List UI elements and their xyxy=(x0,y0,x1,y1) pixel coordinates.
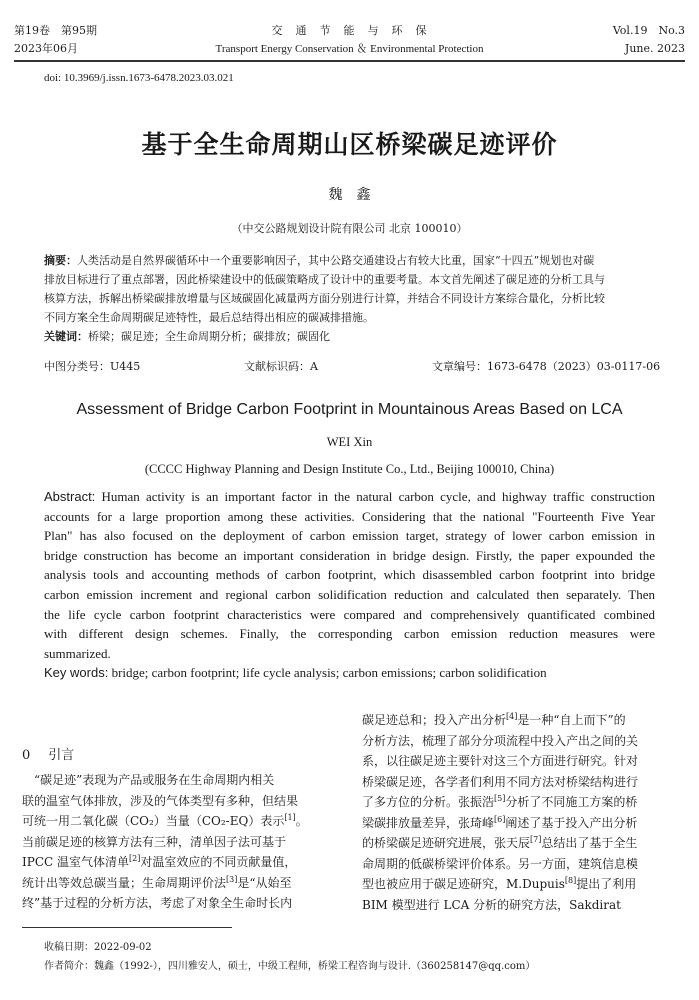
body-line: 可统一用二氧化碳（CO₂）当量（CO₂-EQ）表示[1]。 xyxy=(22,813,308,828)
keywords-en: bridge; carbon footprint; life cycle analysis; carbon emissions; carbon solidification xyxy=(108,665,547,681)
journal-name-en: Transport Energy Conservation ＆ Environmental Protection xyxy=(215,43,484,55)
doi: doi: 10.3969/j.issn.1673-6478.2023.03.021 xyxy=(44,72,234,84)
journal-volume: 第19卷 第95期 xyxy=(14,24,97,37)
abstract-en xyxy=(44,487,655,683)
author-cn: 魏 鑫 xyxy=(328,187,371,203)
body-line: 桥梁碳足迹，各学者们利用不同方法对桥梁结构进行 xyxy=(362,774,639,789)
abstract-en-line: carbon emission increment and regional carbon solidification reduction and calculated then separately. Then xyxy=(44,586,655,602)
abstract-cn xyxy=(44,251,656,346)
abstract-en-line: the life cycle carbon footprint characteristics were compared and comprehensively quantificated combined xyxy=(44,606,655,622)
affiliation-cn: （中交公路规划设计院有限公司 北京 100010） xyxy=(231,222,468,235)
body-line: 型也被应用于碳足迹研究，M.Dupuis[8]提出了利用 xyxy=(362,876,637,891)
journal-date: 2023年06月 xyxy=(14,42,78,55)
author-bio: 作者简介：魏鑫（1992-），四川雅安人，硕士，中级工程师，桥梁工程咨询与设计.（360258147@qq.com） xyxy=(44,961,536,972)
abstract-en-line: summarized. xyxy=(44,645,111,661)
body-line: 统计出等效总碳当量；生命周期评价法[3]是“从始至 xyxy=(22,874,292,890)
body-line: 联的温室气体排放，涉及的气体类型有多种，但结果 xyxy=(22,793,299,808)
body-line: 当前碳足迹的核算方法有三种，清单因子法可基于 xyxy=(22,834,287,849)
abstract-en-line: with different design schemes. Finally, the corresponding carbon emission reduction measures were xyxy=(44,626,655,642)
title-en: Assessment of Bridge Carbon Footprint in Mountainous Areas Based on LCA xyxy=(76,401,623,418)
doc-code: 文献标识码：A xyxy=(244,360,318,373)
received-date: 收稿日期：2022-09-02 xyxy=(44,942,152,953)
abstract-cn-label: 摘要： xyxy=(44,254,77,267)
affiliation-en: (CCCC Highway Planning and Design Institute Co., Ltd., Beijing 100010, China) xyxy=(144,462,555,476)
header-rule xyxy=(14,60,685,62)
body-line: 分析方法，梳理了部分分项流程中投入产出之间的关 xyxy=(362,733,639,748)
abstract-cn-line: 核算方法，拆解出桥梁碳排放增量与区域碳固化减量两方面分别进行计算，并结合不同设计方案综合量化，分析比较 xyxy=(44,292,605,305)
body-line: 系，以往碳足迹主要针对这三个方面进行研究。针对 xyxy=(362,754,639,768)
keywords-cn: 桥梁；碳足迹；全生命周期分析；碳排放；碳固化 xyxy=(88,330,330,343)
journal-month: June. 2023 xyxy=(624,42,685,55)
abstract-cn-line: 排放目标进行了重点部署，因此桥梁建设中的低碳策略成了设计中的重要考量。本文首先阐述了碳足迹的分析工具与 xyxy=(44,273,605,286)
article-number: 文章编号：1673-6478（2023）03-0117-06 xyxy=(432,360,661,373)
body-line: 碳足迹总和；投入产出分析[4]是一种“自上而下”的 xyxy=(362,712,626,727)
section-number: 0 xyxy=(22,748,31,763)
right-column xyxy=(362,710,680,915)
clc-number: 中图分类号：U445 xyxy=(44,360,141,373)
journal-name-cn: 交 通 节 能 与 环 保 xyxy=(271,24,428,37)
abstract-en-line: Human activity is an important factor in the natural carbon cycle, and highway traffic construction xyxy=(95,489,655,504)
footnote-rule xyxy=(22,927,232,928)
abstract-en-line: Plan" has also focused on the deployment of carbon emission target, strategy of lower carbon emission in xyxy=(44,528,655,544)
body-line: “碳足迹”表现为产品或服务在生命周期内相关 xyxy=(22,773,275,787)
keywords-en-label: Key words: xyxy=(44,665,109,681)
abstract-en-line: accounts for a large proportion among these activities. Considering that the national "Fourteenth Five Year xyxy=(44,508,655,524)
abstract-en-line: analysis tools and accounting methods of carbon footprint, which disassembled carbon footprint into bridge xyxy=(44,567,655,583)
body-line: 终”基于过程的分析方法，考虑了对象全生命时长内 xyxy=(22,896,293,910)
body-line: IPCC 温室气体清单[2]对温室效应的不同贡献量值， xyxy=(22,854,297,869)
keywords-cn-label: 关键词： xyxy=(44,330,88,343)
body-line: 梁碳排放量差异，张琦峰[6]阐述了基于投入产出分析 xyxy=(362,814,638,830)
left-column xyxy=(22,770,340,914)
body-line: 的桥梁碳足迹研究进展，张天辰[7]总结出了基于全生 xyxy=(362,835,638,850)
body-line: 了多方位的分析。张振浩[5]分析了不同施工方案的桥 xyxy=(362,794,638,809)
author-en: WEI Xin xyxy=(326,435,373,449)
body-line: 命周期的低碳桥梁评价体系。另一方面，建筑信息模 xyxy=(362,856,639,871)
section-heading xyxy=(22,744,74,763)
body-line: BIM 模型进行 LCA 分析的研究方法，Sakdirat xyxy=(362,897,621,912)
abstract-cn-line: 不同方案全生命周期碳足迹特性，最后总结得出相应的碳减排措施。 xyxy=(44,311,374,324)
section-title: 引言 xyxy=(48,748,75,763)
abstract-cn-line: 人类活动是自然界碳循环中一个重要影响因子，其中公路交通建设占有较大比重，国家“十四五”规划也对碳 xyxy=(77,254,595,267)
journal-vol-no: Vol.19 No.3 xyxy=(612,24,685,37)
abstract-en-line: bridge construction has become an important consideration in bridge design. Firstly, the paper expounded the xyxy=(44,547,655,563)
abstract-en-label: Abstract: xyxy=(44,489,96,504)
title-cn: 基于全生命周期山区桥梁碳足迹评价 xyxy=(141,130,558,159)
